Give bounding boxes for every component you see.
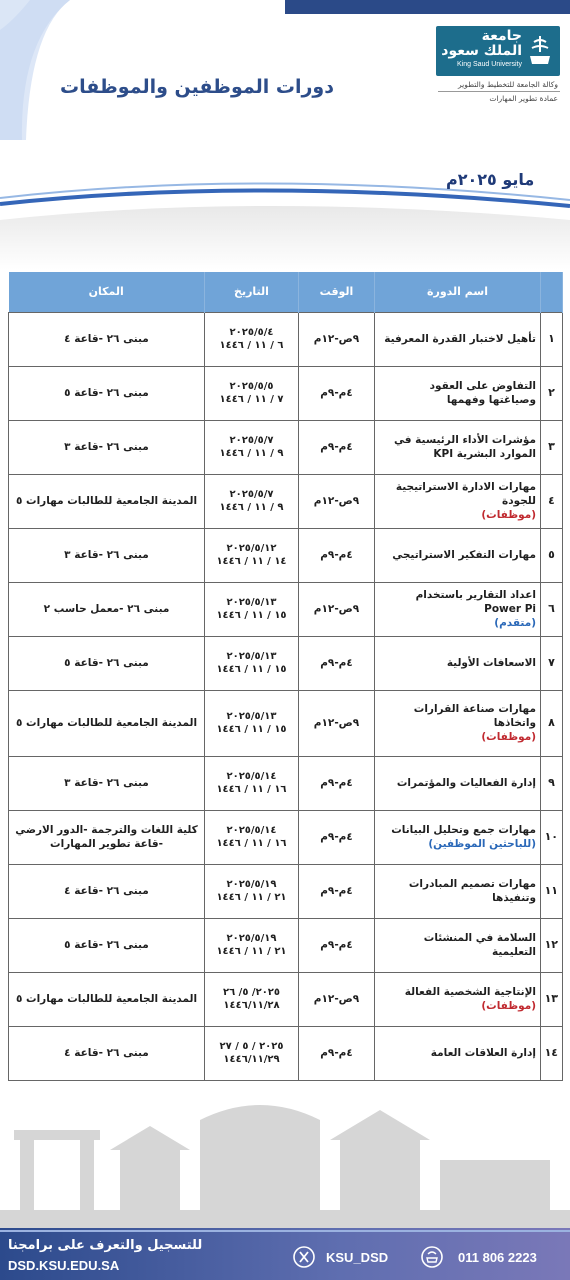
- logo-ar-line2: الملك سعود: [441, 43, 522, 59]
- logo-ar-line1: جامعة: [481, 28, 522, 44]
- row-number: ١٣: [541, 972, 563, 1026]
- course-time: ٤م-٩م: [299, 1026, 375, 1080]
- course-time: ٩ص-١٢م: [299, 690, 375, 756]
- course-name-cell: [375, 690, 541, 756]
- course-time: ٤م-٩م: [299, 420, 375, 474]
- course-place: المدينة الجامعية للطالبات مهارات ٥: [9, 474, 205, 528]
- course-name-cell: [375, 582, 541, 636]
- table-row: [9, 756, 563, 810]
- date-hijri: ٧ / ١١ / ١٤٤٦: [219, 394, 284, 405]
- date-gregorian: ٢٠٢٥/ ٥/ ٢٦: [222, 987, 281, 998]
- phone-number[interactable]: 011 806 2223: [458, 1250, 537, 1265]
- course-time: ٤م-٩م: [299, 528, 375, 582]
- register-text: للتسجيل والتعرف على برامجنا: [8, 1238, 203, 1253]
- course-name: مهارات صناعة القرارات واتخاذها: [413, 703, 536, 729]
- course-time: ٩ص-١٢م: [299, 972, 375, 1026]
- course-time: ٤م-٩م: [299, 636, 375, 690]
- course-date-cell: [205, 972, 299, 1026]
- row-number: ٧: [541, 636, 563, 690]
- course-name: اعداد التقارير باستخدام Power Pi: [415, 589, 536, 615]
- course-name-cell: [375, 756, 541, 810]
- date-hijri: ١٥ / ١١ / ١٤٤٦: [216, 664, 287, 675]
- course-name: السلامة في المنشئات التعليمية: [423, 932, 536, 958]
- date-gregorian: ٢٠٢٥/٥/١٣: [226, 651, 277, 662]
- row-number: ١٠: [541, 810, 563, 864]
- row-number: ٦: [541, 582, 563, 636]
- course-date-cell: [205, 528, 299, 582]
- course-name-cell: [375, 864, 541, 918]
- course-name-cell: [375, 810, 541, 864]
- table-row: [9, 528, 563, 582]
- course-place: كلية اللغات والترجمة -الدور الارضي -قاعة تطوير المهارات: [9, 810, 205, 864]
- course-name-cell: [375, 420, 541, 474]
- course-name-cell: [375, 636, 541, 690]
- course-name: إدارة الفعاليات والمؤتمرات: [396, 777, 536, 789]
- course-name: تأهيل لاختبار القدرة المعرفية: [384, 333, 536, 345]
- date-hijri: ١٥ / ١١ / ١٤٤٦: [216, 724, 287, 735]
- row-number: ١٢: [541, 918, 563, 972]
- course-date-cell: [205, 918, 299, 972]
- course-time: ٤م-٩م: [299, 756, 375, 810]
- course-place: مبنى ٢٦ -قاعة ٤: [9, 312, 205, 366]
- table-row: [9, 312, 563, 366]
- course-name-cell: [375, 366, 541, 420]
- page-title: دورات الموظفين والموظفات: [60, 76, 334, 98]
- date-gregorian: ٢٠٢٥/٥/٧: [229, 489, 274, 500]
- course-date-cell: [205, 690, 299, 756]
- row-number: ٢: [541, 366, 563, 420]
- course-time: ٤م-٩م: [299, 918, 375, 972]
- date-gregorian: ٢٠٢٥/٥/٧: [229, 435, 274, 446]
- course-place: المدينة الجامعية للطالبات مهارات ٥: [9, 972, 205, 1026]
- x-logo-icon[interactable]: [292, 1245, 316, 1269]
- course-place: مبنى ٢٦ -قاعة ٥: [9, 918, 205, 972]
- course-name: التفاوض على العقود وصياغتها وفهمها: [429, 380, 536, 406]
- deanship-name: عمادة تطوير المهارات: [489, 94, 558, 103]
- logo-english-name: King Saud University: [457, 61, 522, 68]
- date-hijri: ١٦ / ١١ / ١٤٤٦: [216, 838, 287, 849]
- date-gregorian: ٢٠٢٥/٥/٥: [229, 381, 274, 392]
- col-place: المكان: [9, 272, 205, 312]
- table-row: [9, 420, 563, 474]
- course-name: إدارة العلاقات العامة: [430, 1047, 536, 1059]
- course-date-cell: [205, 864, 299, 918]
- course-date-cell: [205, 810, 299, 864]
- course-name-cell: [375, 528, 541, 582]
- table-row: [9, 474, 563, 528]
- side-swoosh-decoration: [0, 0, 70, 140]
- phone-icon: [420, 1245, 444, 1269]
- date-gregorian: ٢٠٢٥/٥/٤: [229, 327, 274, 338]
- table-row: [9, 690, 563, 756]
- courses-table: [8, 272, 563, 1081]
- agency-divider: [438, 91, 560, 92]
- row-number: ٤: [541, 474, 563, 528]
- social-handle[interactable]: KSU_DSD: [326, 1250, 389, 1265]
- course-name: مهارات تصميم المبادرات وتنفيذها: [408, 878, 536, 904]
- table-row: [9, 864, 563, 918]
- course-name-cell: [375, 474, 541, 528]
- course-audience-tag: (متقدم): [494, 617, 536, 629]
- course-date-cell: [205, 420, 299, 474]
- table-row: [9, 636, 563, 690]
- course-audience-tag: (موظفات): [481, 731, 536, 743]
- course-place: مبنى ٢٦ -قاعة ٣: [9, 528, 205, 582]
- table-row: [9, 1026, 563, 1080]
- col-number: [541, 272, 563, 312]
- date-hijri: ٩ / ١١ / ١٤٤٦: [219, 448, 284, 459]
- course-time: ٤م-٩م: [299, 864, 375, 918]
- course-name-cell: [375, 972, 541, 1026]
- course-place: مبنى ٢٦ -قاعة ٤: [9, 1026, 205, 1080]
- date-gregorian: ٢٠٢٥ / ٥ / ٢٧: [219, 1041, 284, 1052]
- ksu-emblem-icon: [526, 34, 554, 68]
- table-row: [9, 810, 563, 864]
- top-accent-bar: [285, 0, 570, 14]
- date-hijri: ٩ / ١١ / ١٤٤٦: [219, 502, 284, 513]
- course-audience-tag: (موظفات): [481, 1000, 536, 1012]
- course-place: مبنى ٢٦ -قاعة ٣: [9, 420, 205, 474]
- campus-skyline-decoration: [0, 1090, 570, 1230]
- logo-arabic-name: [441, 29, 522, 59]
- date-hijri: ١٥ / ١١ / ١٤٤٦: [216, 610, 287, 621]
- footer-top-line: [0, 1230, 570, 1232]
- course-audience-tag: (للباحثين الموظفين): [428, 838, 536, 850]
- row-number: ٩: [541, 756, 563, 810]
- course-time: ٤م-٩م: [299, 810, 375, 864]
- website-link[interactable]: DSD.KSU.EDU.SA: [8, 1258, 120, 1273]
- date-gregorian: ٢٠٢٥/٥/١٣: [226, 597, 277, 608]
- course-time: ٤م-٩م: [299, 366, 375, 420]
- date-hijri: ١٤٤٦/١١/٢٨: [223, 1000, 280, 1011]
- date-hijri: ٢١ / ١١ / ١٤٤٦: [216, 946, 287, 957]
- table-row: [9, 366, 563, 420]
- course-date-cell: [205, 366, 299, 420]
- course-name: مهارات التفكير الاستراتيجي: [392, 549, 536, 561]
- date-gregorian: ٢٠٢٥/٥/١٤: [226, 771, 277, 782]
- course-name: الاسعافات الأولية: [446, 657, 536, 669]
- row-number: ٥: [541, 528, 563, 582]
- course-name: مؤشرات الأداء الرئيسية في الموارد البشرية KPI: [394, 434, 536, 460]
- table-row: [9, 972, 563, 1026]
- course-name: مهارات الادارة الاستراتيجية للجودة: [395, 481, 536, 507]
- course-name-cell: [375, 1026, 541, 1080]
- date-hijri: ٢١ / ١١ / ١٤٤٦: [216, 892, 287, 903]
- course-date-cell: [205, 636, 299, 690]
- row-number: ١٤: [541, 1026, 563, 1080]
- table-row: [9, 582, 563, 636]
- course-place: المدينة الجامعية للطالبات مهارات ٥: [9, 690, 205, 756]
- agency-name: وكالة الجامعة للتخطيط والتطوير: [457, 80, 558, 89]
- footer-bar: [0, 1228, 570, 1280]
- row-number: ١: [541, 312, 563, 366]
- table-header-row: [9, 272, 563, 312]
- course-date-cell: [205, 1026, 299, 1080]
- date-hijri: ١٤٤٦/١١/٢٩: [223, 1054, 280, 1065]
- row-number: ٣: [541, 420, 563, 474]
- course-time: ٩ص-١٢م: [299, 582, 375, 636]
- ksu-logo: [436, 26, 560, 76]
- course-date-cell: [205, 582, 299, 636]
- date-gregorian: ٢٠٢٥/٥/١٩: [226, 933, 277, 944]
- date-gregorian: ٢٠٢٥/٥/١٢: [226, 543, 277, 554]
- courses-table-body: [9, 312, 563, 1080]
- month-label: مايو ٢٠٢٥م: [446, 170, 535, 189]
- header-wave-decoration: [0, 120, 570, 270]
- course-date-cell: [205, 312, 299, 366]
- date-gregorian: ٢٠٢٥/٥/١٤: [226, 825, 277, 836]
- date-hijri: ١٤ / ١١ / ١٤٤٦: [216, 556, 287, 567]
- course-time: ٩ص-١٢م: [299, 312, 375, 366]
- date-hijri: ١٦ / ١١ / ١٤٤٦: [216, 784, 287, 795]
- course-name: الإنتاجية الشخصية الفعالة: [404, 986, 536, 998]
- date-gregorian: ٢٠٢٥/٥/١٣: [226, 711, 277, 722]
- date-gregorian: ٢٠٢٥/٥/١٩: [226, 879, 277, 890]
- course-place: مبنى ٢٦ -قاعة ٤: [9, 864, 205, 918]
- row-number: ٨: [541, 690, 563, 756]
- table-row: [9, 918, 563, 972]
- course-name: مهارات جمع وتحليل البيانات: [391, 824, 536, 836]
- col-course-name: اسم الدورة: [375, 272, 541, 312]
- course-date-cell: [205, 474, 299, 528]
- course-place: مبنى ٢٦ -قاعة ٥: [9, 636, 205, 690]
- course-name-cell: [375, 312, 541, 366]
- col-date: التاريخ: [205, 272, 299, 312]
- course-date-cell: [205, 756, 299, 810]
- col-time: الوقت: [299, 272, 375, 312]
- course-audience-tag: (موظفات): [481, 509, 536, 521]
- course-place: مبنى ٢٦ -معمل حاسب ٢: [9, 582, 205, 636]
- date-hijri: ٦ / ١١ / ١٤٤٦: [219, 340, 284, 351]
- course-name-cell: [375, 918, 541, 972]
- course-place: مبنى ٢٦ -قاعة ٥: [9, 366, 205, 420]
- row-number: ١١: [541, 864, 563, 918]
- course-time: ٩ص-١٢م: [299, 474, 375, 528]
- course-place: مبنى ٢٦ -قاعة ٣: [9, 756, 205, 810]
